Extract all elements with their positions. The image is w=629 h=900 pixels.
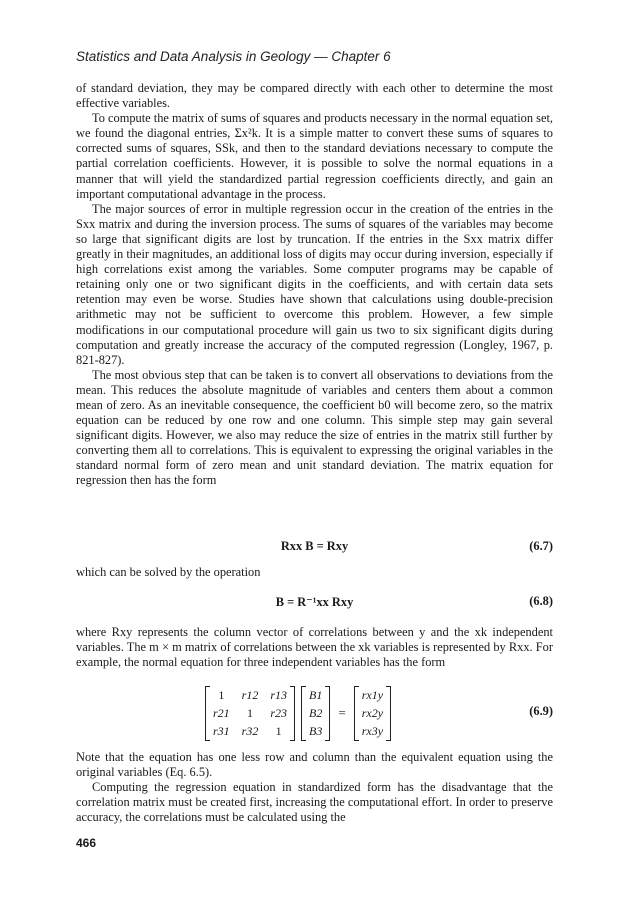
matrix-cell: r13 <box>270 687 288 702</box>
page-number: 466 <box>76 836 97 850</box>
equation-6-8-body: B = R⁻¹xx Rxy <box>275 595 354 609</box>
vector-cell: rx2y <box>361 705 384 720</box>
running-header: Statistics and Data Analysis in Geology — Chapter 6 <box>76 49 391 64</box>
equation-6-7-number: (6.7) <box>529 539 553 553</box>
vector-cell: rx3y <box>361 723 384 738</box>
paragraph-4: The most obvious step that can be taken is to convert all observations to deviations from the mean. This reduces the absolute magnitude of variables and centers them about a common mean of zero. As an inevitable consequence, the coefficient b0 will become zero, so the matrix equation can be reduced by one row and one column. This simple step may gain several significant digits. However, we also may reduce the size of entries in the matrix still further by converting them all to correlations. This is equivalent to expressing the original variables in the standard normal form of zero mean and unit standard deviation. The matrix equation for regression then has the form <box>76 367 553 488</box>
matrix-cell: r23 <box>270 705 288 720</box>
matrix-cell: r32 <box>241 723 259 738</box>
paragraph-1: of standard deviation, they may be compared directly with each other to determine the most effective variables. <box>76 81 553 111</box>
equation-6-7-body: Rxx B = Rxy <box>280 539 349 553</box>
paragraph-5: Note that the equation has one less row and column than the equivalent equation using the original variables (Eq. 6.5). <box>76 750 553 780</box>
body-text-top <box>76 81 553 489</box>
equation-6-8 <box>76 594 553 612</box>
paragraph-3: The major sources of error in multiple regression occur in the creation of the entries in the Sxx matrix and during the inversion process. The sums of squares of the variables may become so large that significant digits are lost by truncation. If the entries in the Sxx matrix differ greatly in their magnitudes, an additional loss of digits may occur during inversion, especially if high correlations exist among the variables. Some computer programs may be capable of retaining only one or two significant digits in the coefficients, and with certain data sets retention may even be worse. Studies have shown that calculations using double-precision arithmetic may not be sufficient to overcome this problem. However, a few simple modifications in our computational procedure will gain us two to six significant digits during computation and greatly increase the accuracy of the computed regression (Longley, 1967, p. 821-827). <box>76 201 553 367</box>
matrix-cell: r31 <box>213 723 230 738</box>
vector-cell: B2 <box>309 705 323 720</box>
paragraph-2: To compute the matrix of sums of squares and products necessary in the normal equation set, we found the diagonal entries, Σx²k. It is a simple matter to convert these sums of squares to corrected sums of squares, SSk, and then to the standard deviations necessary to compute the partial correlation coefficients. However, it is possible to solve the normal equations in a manner that will yield the standardized partial regression coefficients directly, and gain an important computational advantage in the process. <box>76 111 553 201</box>
matrix-cell: r21 <box>213 705 230 720</box>
lead-text-1: which can be solved by the operation <box>76 565 261 579</box>
matrix-cell: 1 <box>218 687 225 702</box>
equals-sign: = <box>338 705 346 720</box>
matrix-cell: 1 <box>247 705 253 720</box>
matrix-cell: r12 <box>241 687 259 702</box>
equation-6-9-number: (6.9) <box>529 704 553 718</box>
equation-6-9-label <box>76 704 553 722</box>
vector-cell: B3 <box>309 723 323 738</box>
equation-6-8-number: (6.8) <box>529 594 553 608</box>
body-text-bottom <box>76 750 553 825</box>
matrix-cell: 1 <box>275 723 282 738</box>
paragraph-6: Computing the regression equation in standardized form has the disadvantage that the correlation matrix must be created first, increasing the computational effort. In order to preserve accuracy, the correlations must be calculated using the <box>76 780 553 825</box>
vector-cell: rx1y <box>361 687 384 702</box>
paragraph-after: where Rxy represents the column vector of correlations between y and the xk independent variables. The m × m matrix of correlations between the xk variables is represented by Rxx. For example, the normal equation for three independent variables has the form <box>76 625 553 670</box>
vector-cell: B1 <box>309 687 323 702</box>
equation-6-7 <box>76 539 553 557</box>
